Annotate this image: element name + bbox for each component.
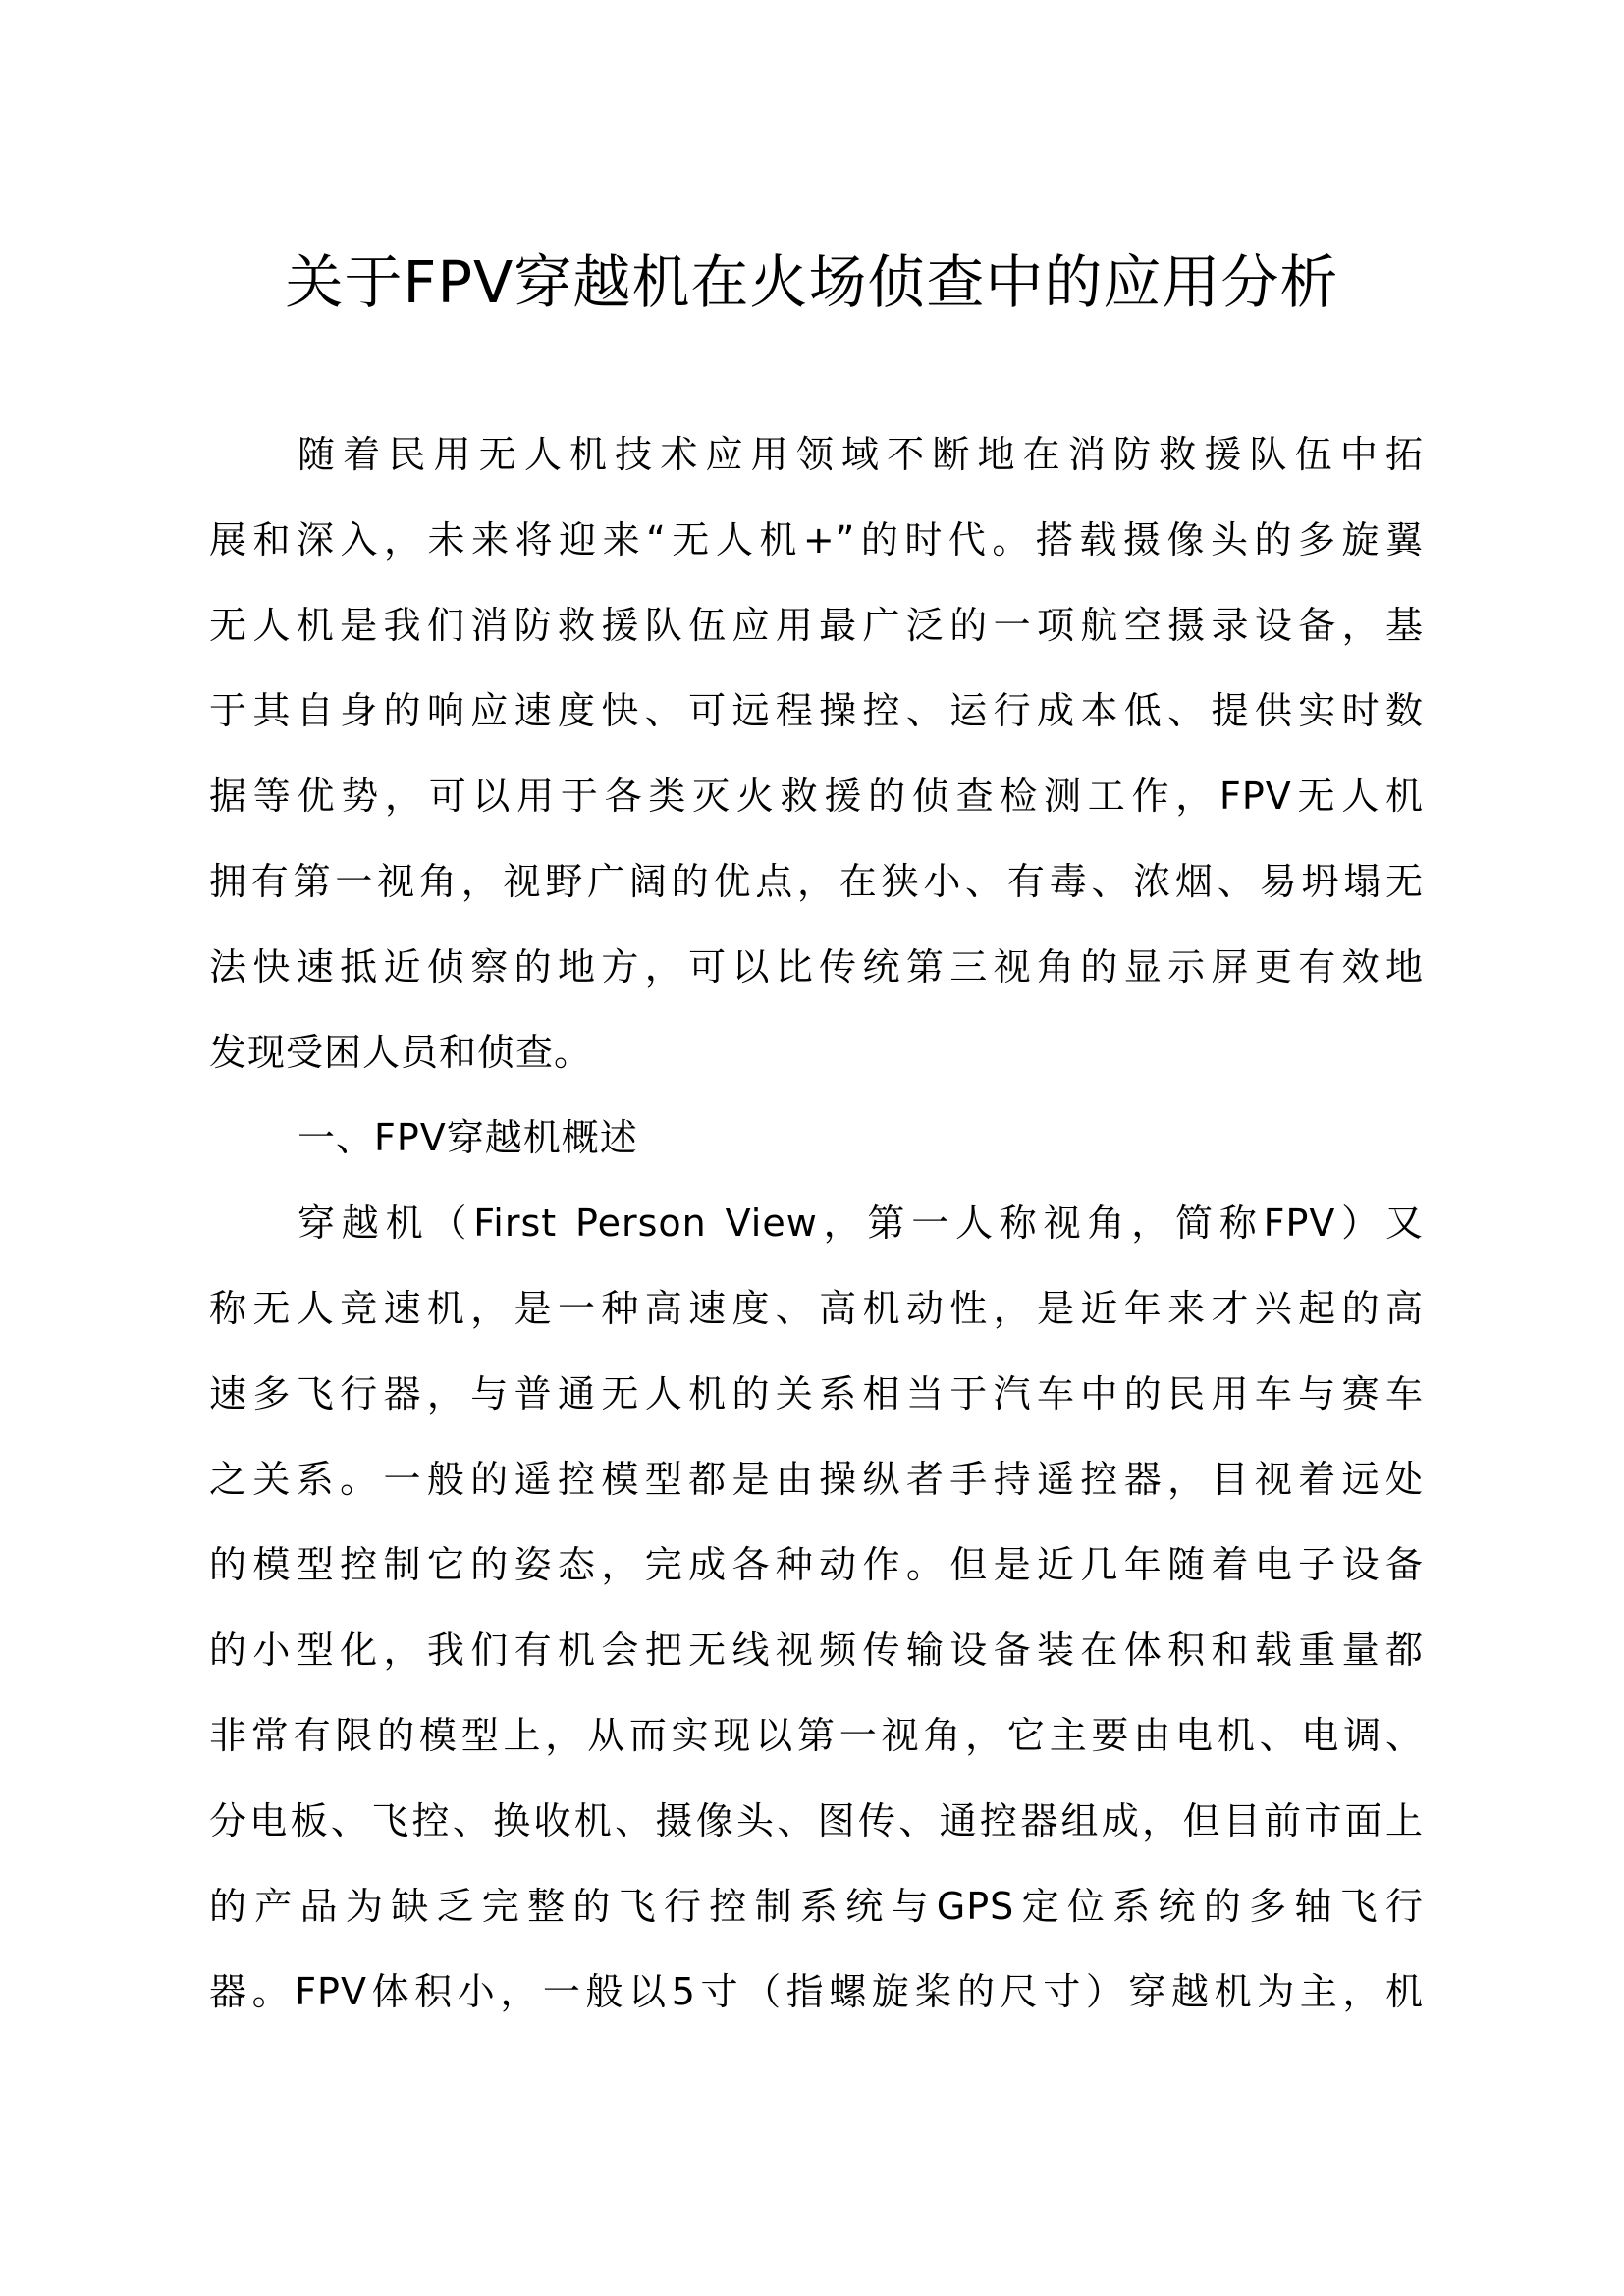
text-line: 非常有限的模型上，从而实现以第一视角，它主要由电机、电调、 [209,1714,1424,1757]
text-line: 分电板、飞控、换收机、摄像头、图传、通控器组成，但目前市面上 [209,1799,1424,1842]
text-line: 展和深入，未来将迎来“无人机+”的时代。搭载摄像头的多旋翼 [209,518,1424,561]
text-line: 的模型控制它的姿态，完成各种动作。但是近几年随着电子设备 [209,1543,1424,1586]
text-line: 速多飞行器，与普通无人机的关系相当于汽车中的民用车与赛车 [209,1372,1424,1415]
text-line: 法快速抵近侦察的地方，可以比传统第三视角的显示屏更有效地 [209,945,1424,988]
text-line: 随着民用无人机技术应用领域不断地在消防救援队伍中拓 [298,433,1424,476]
document-title: 关于FPV穿越机在火场侦查中的应用分析 [285,248,1339,316]
text-line: 称无人竞速机，是一种高速度、高机动性，是近年来才兴起的高 [209,1287,1424,1330]
text-line: 的小型化，我们有机会把无线视频传输设备装在体积和载重量都 [209,1629,1424,1672]
text-line: 器。FPV体积小，一般以5寸（指螺旋桨的尺寸）穿越机为主，机 [209,1970,1424,2013]
text-line: 穿越机（First Person View，第一人称视角，简称FPV）又 [298,1201,1424,1245]
text-line: 的产品为缺乏完整的飞行控制系统与GPS定位系统的多轴飞行 [209,1885,1424,1928]
text-line: 于其自身的响应速度快、可远程操控、运行成本低、提供实时数 [209,689,1424,732]
text-line: 无人机是我们消防救援队伍应用最广泛的一项航空摄录设备，基 [209,604,1424,647]
text-line: 之关系。一般的遥控模型都是由操纵者手持遥控器，目视着远处 [209,1458,1424,1501]
text-line: 拥有第一视角，视野广阔的优点，在狭小、有毒、浓烟、易坍塌无 [209,860,1424,903]
text-line: 据等优势，可以用于各类灭火救援的侦查检测工作，FPV无人机 [209,774,1424,818]
document-body [209,412,1424,2035]
text-line: 发现受困人员和侦查。 [209,1031,593,1074]
section-heading: 一、FPV穿越机概述 [298,1116,638,1159]
